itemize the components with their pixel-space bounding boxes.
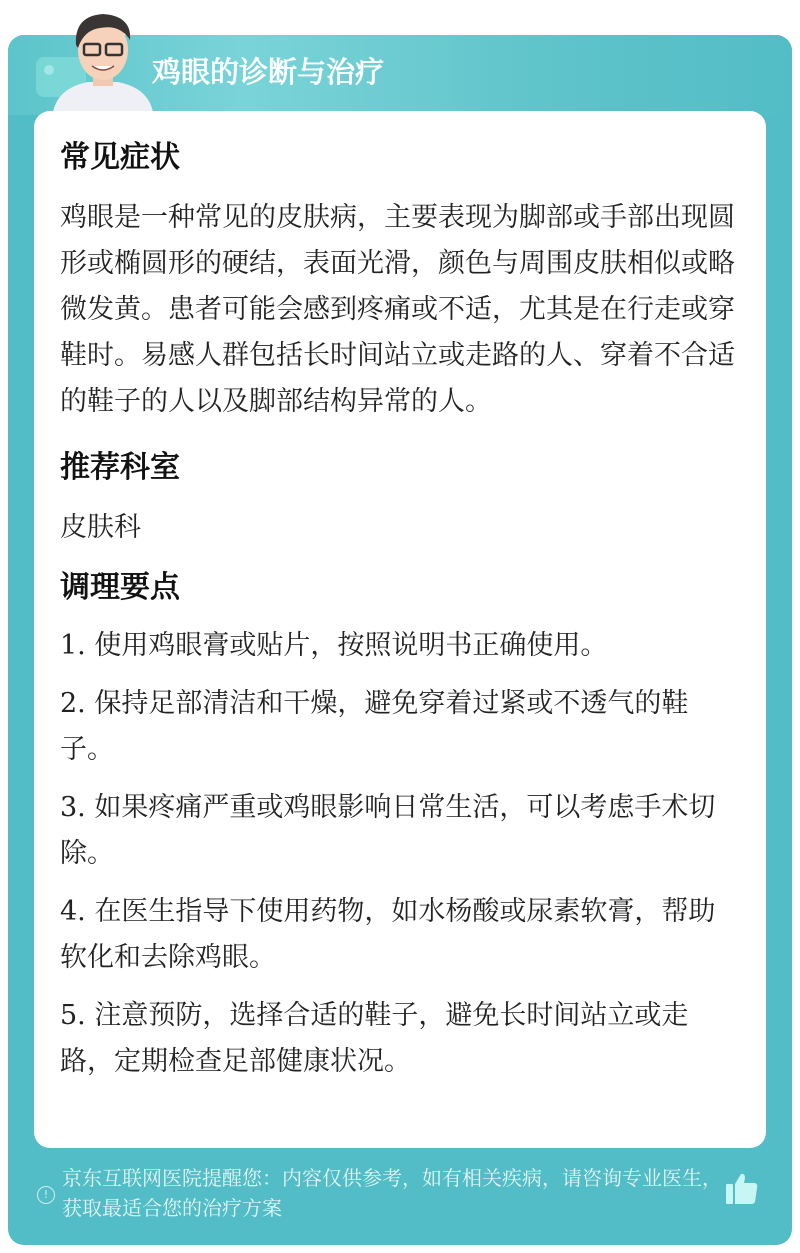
content-card xyxy=(34,111,766,1148)
care-heading: 调理要点 xyxy=(60,570,180,605)
info-icon: ! xyxy=(37,1186,55,1204)
care-item: 1. 使用鸡眼膏或贴片，按照说明书正确使用。 xyxy=(60,630,608,661)
disclaimer-text: 京东互联网医院提醒您：内容仅供参考，如有相关疾病，请咨询专业医生，获取最适合您的治疗方案 xyxy=(62,1166,722,1220)
page-title: 鸡眼的诊断与治疗 xyxy=(152,55,385,89)
care-item: 4. 在医生指导下使用药物，如水杨酸或尿素软膏，帮助软化和去除鸡眼。 xyxy=(60,896,716,973)
symptoms-text: 鸡眼是一种常见的皮肤病，主要表现为脚部或手部出现圆形或椭圆形的硬结，表面光滑，颜色与周围皮肤相似或略微发黄。患者可能会感到疼痛或不适，尤其是在行走或穿鞋时。易感人群包括长时间站立或走路的人、穿着不合适的鞋子的人以及脚部结构异常的人。 xyxy=(60,202,735,417)
care-item: 2. 保持足部清洁和干燥，避免穿着过紧或不透气的鞋子。 xyxy=(60,688,689,765)
department-text: 皮肤科 xyxy=(60,512,141,543)
doctor-avatar xyxy=(48,10,158,112)
department-heading: 推荐科室 xyxy=(60,450,180,485)
symptoms-heading: 常见症状 xyxy=(60,140,180,175)
care-item: 3. 如果疼痛严重或鸡眼影响日常生活，可以考虑手术切除。 xyxy=(60,792,716,869)
thumbs-up-icon[interactable] xyxy=(726,1172,758,1206)
care-item: 5. 注意预防，选择合适的鞋子，避免长时间站立或走路，定期检查足部健康状况。 xyxy=(60,1000,689,1077)
